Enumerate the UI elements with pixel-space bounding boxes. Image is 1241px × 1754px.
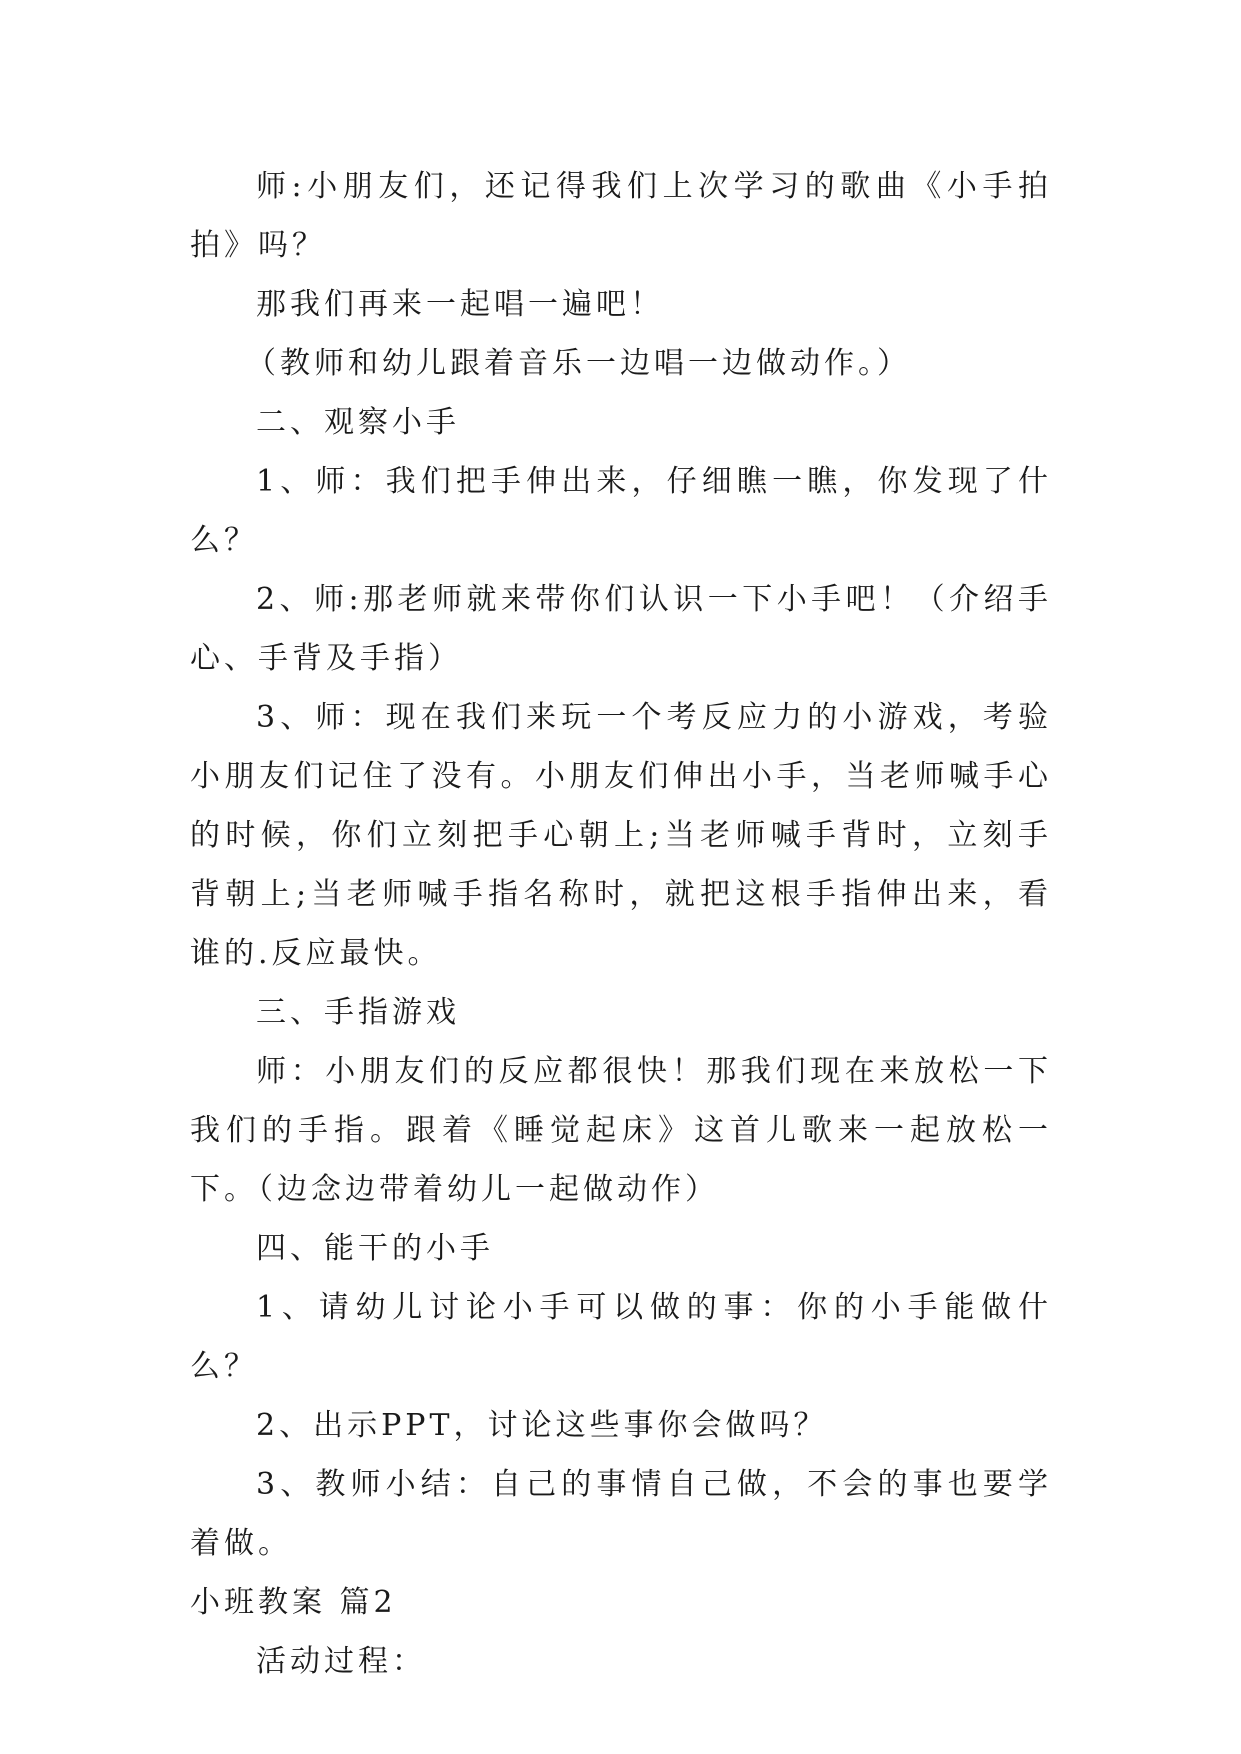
section-heading-capable-hands: 四、能干的小手: [256, 1231, 494, 1266]
paragraph-sing-with-actions: （教师和幼儿跟着音乐一边唱一边做动作。）: [246, 346, 911, 381]
document-body: [190, 157, 1052, 1691]
paragraph-step-3-reaction-game: 3、师：现在我们来玩一个考反应力的小游戏，考验小朋友们记住了没有。小朋友们伸出小手，当老师喊手心的时候，你们立刻把手心朝上;当老师喊手背时，立刻手背朝上;当老师喊手指名称时，就把这根手指伸出来，看谁的.反应最快。: [190, 700, 1052, 971]
paragraph-teacher-summary: 3、教师小结：自己的事情自己做，不会的事也要学着做。: [190, 1467, 1052, 1561]
paragraph-sing-again: 那我们再来一起唱一遍吧！: [256, 287, 664, 322]
paragraph-discuss-hands: 1、请幼儿讨论小手可以做的事：你的小手能做什么？: [190, 1290, 1052, 1384]
paragraph-step-2-introduce: 2、师:那老师就来带你们认识一下小手吧！（介绍手心、手背及手指）: [190, 582, 1052, 676]
paragraph-step-1-look: 1、师：我们把手伸出来，仔细瞧一瞧，你发现了什么？: [190, 464, 1052, 558]
section-heading-finger-game: 三、手指游戏: [256, 995, 460, 1030]
paragraph-finger-relax: 师：小朋友们的反应都很快！那我们现在来放松一下我们的手指。跟着《睡觉起床》这首儿歌来一起放松一下。（边念边带着幼儿一起做动作）: [190, 1054, 1052, 1207]
paragraph-teacher-recall-song: 师:小朋友们，还记得我们上次学习的歌曲《小手拍拍》吗？: [190, 169, 1052, 263]
lesson-plan-title: 小班教案 篇2: [190, 1585, 397, 1620]
paragraph-show-ppt: 2、出示PPT，讨论这些事你会做吗？: [256, 1408, 828, 1443]
paragraph-activity-process: 活动过程：: [256, 1644, 426, 1679]
section-heading-observe-hands: 二、观察小手: [256, 405, 460, 440]
